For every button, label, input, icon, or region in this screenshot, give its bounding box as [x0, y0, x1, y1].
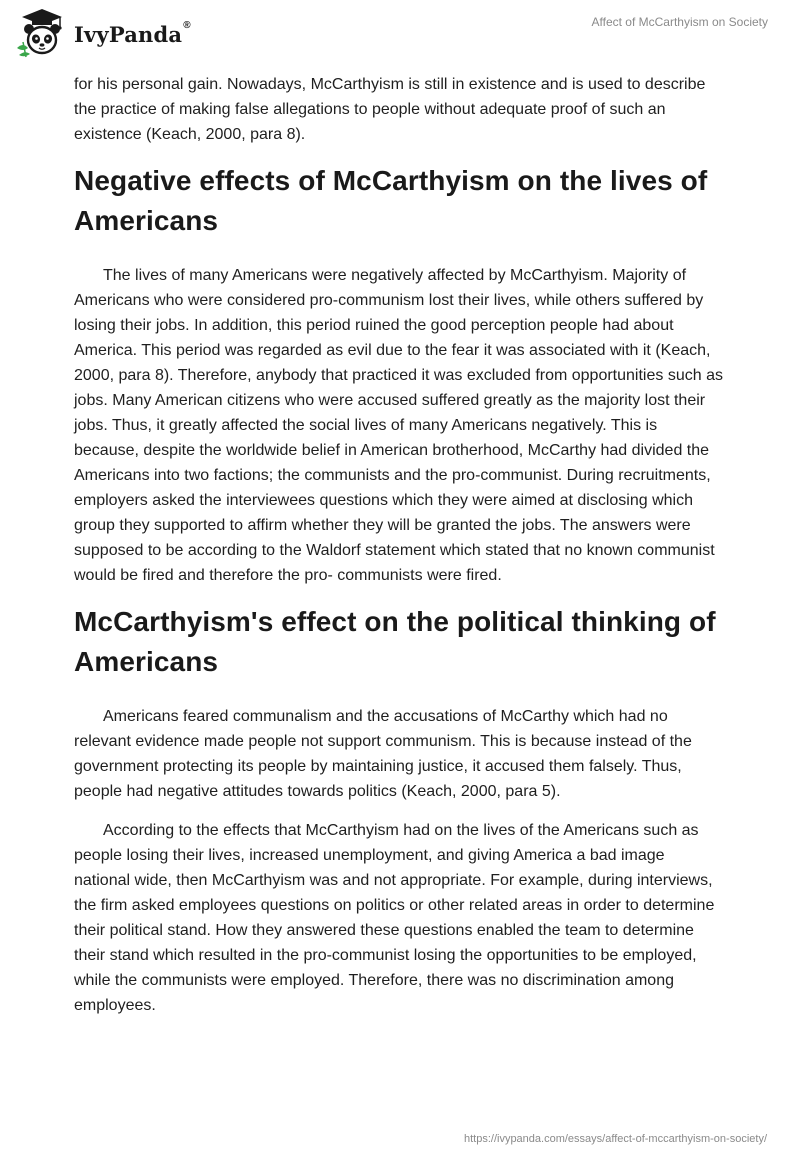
intro-paragraph: for his personal gain. Nowadays, McCarthyism is still in existence and is used to describe the practice of making false allegations to people without adequate proof of such an existence (Keach, 2000, para 8).: [74, 76, 706, 143]
section-political-thinking-paragraph-1: Americans feared communalism and the accusations of McCarthy which had no relevant evidence made people not support communism. This is because instead of the government protecting its people by maintaining justice, it accused them falsely. Thus, people had negative attitudes towards politics (Keach, 2000, para 5).: [74, 708, 692, 800]
panda-graduation-cap-icon: [14, 8, 70, 58]
ivypanda-logo[interactable]: [14, 8, 191, 58]
section-heading-political-thinking: McCarthyism's effect on the political thinking of Americans: [74, 606, 716, 677]
registered-mark: ®: [183, 19, 191, 31]
document-title: Affect of McCarthyism on Society: [591, 15, 768, 29]
section-negative-effects-paragraph: The lives of many Americans were negatively affected by McCarthyism. Majority of Americans who were considered pro-communism lost their lives, while others suffered by losing their jobs. In addition, this period ruined the good perception people had about America. This period was regarded as evil due to the fear it was associated with it (Keach, 2000, para 8). Therefore, anybody that practiced it was excluded from opportunities such as jobs. Many American citizens who were accused suffered greatly as the majority lost their jobs. Thus, it greatly affected the social lives of many Americans negatively. This is because, despite the worldwide belief in American brotherhood, McCarthy had divided the Americans into two factions; the communists and the pro-communist. During recruitments, employers asked the interviewees questions which they were aimed at disclosing which group they supported to affirm whether they will be granted the jobs. The answers were supposed to be according to the Waldorf statement which stated that no known communist would be fired and therefore the pro- communists were fired.: [74, 267, 723, 584]
section-heading-negative-effects: Negative effects of McCarthyism on the lives of Americans: [74, 165, 708, 236]
brand-name: IvyPanda®: [74, 19, 191, 47]
footer-source-url[interactable]: https://ivypanda.com/essays/affect-of-mccarthyism-on-society/: [463, 1133, 767, 1145]
section-political-thinking-paragraph-2: According to the effects that McCarthyism had on the lives of the Americans such as people losing their lives, increased unemployment, and giving America a bad image national wide, then McCarthyism was and not appropriate. For example, during interviews, the firm asked employees questions on politics or other related areas in order to determine their political stand. How they answered these questions enabled the team to determine their stand which resulted in the pro-communist losing the opportunities to be employed, while the communists were employed. Therefore, there was no discrimination among employees.: [74, 822, 715, 1014]
page-header: [0, 0, 800, 64]
article-body: [74, 72, 724, 1032]
